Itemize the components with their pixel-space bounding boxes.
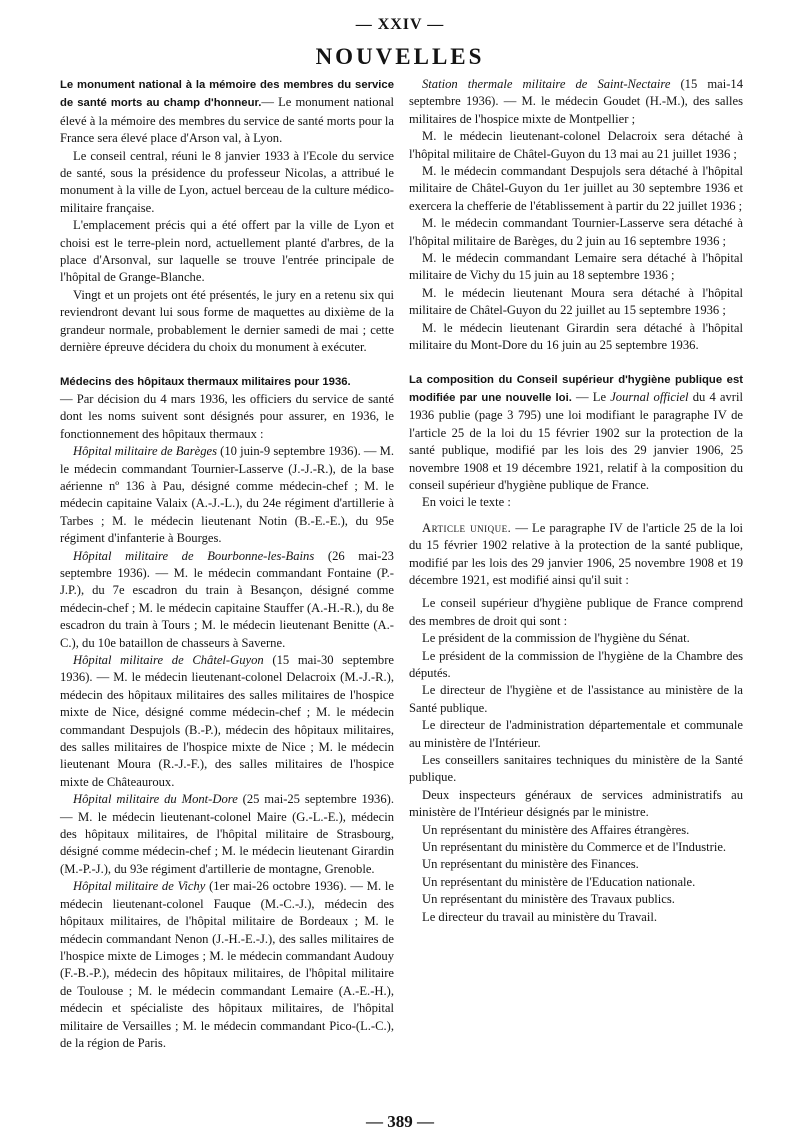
detachment-entry: M. le médecin commandant Tournier-Lasserve sera détaché à l'hôpital militaire de Barèges, du 2 juin au 16 septembre 1936 ;: [409, 216, 743, 248]
hospital-name: Hôpital militaire de Châtel-Guyon: [73, 653, 264, 667]
member-entry: Le conseil supérieur d'hygiène publique de France comprend des membres de droit qui sont :: [409, 596, 743, 628]
article-monument-title: Le monument national à la mémoire des membres du service de santé morts au champ d'honneur.: [60, 79, 394, 110]
detachment-entry: M. le médecin commandant Despujols sera détaché à l'hôpital militaire de Châtel-Guyon du 1er juillet au 30 septembre 1936 et exercera la chefferie de l'établissement à partir du 22 juillet 1936 ;: [409, 164, 743, 213]
detachment-entry: M. le médecin commandant Lemaire sera détaché à l'hôpital militaire de Vichy du 15 juin au 18 septembre 1936 ;: [409, 251, 743, 283]
article-thermaux-lead: Médecins des hôpitaux thermaux militaires pour 1936. — Par décision du 4 mars 1936, les officiers du service de santé dont les noms suivent sont désignés pour assurer, en 1936, le fonctionnement des hôpitaux thermaux :: [60, 375, 394, 441]
article-monument-paragraph: Le conseil central, réuni le 8 janvier 1933 à l'Ecole du service de santé, sous la présidence du professeur Nicolas, a attribué le monument à la ville de Lyon, actuel berceau de la culture médico-militaire française.: [60, 148, 394, 215]
left-column: [60, 76, 394, 1052]
right-column: [409, 76, 743, 926]
hospital-name: Hôpital militaire de Bourbonne-les-Bains: [73, 548, 315, 563]
running-head: — XXIV —: [355, 16, 445, 33]
member-entry: Le directeur du travail au ministère du Travail.: [422, 909, 658, 924]
article-conseil-lead: La composition du Conseil supérieur d'hygiène publique est modifiée par une nouvelle loi. — Le Journal officiel du 4 avril 1936 publie (page 3 795) une loi modifiant le paragraphe IV de l'article 25 de la loi du 15 février 1902 sur la protection de la santé publique, modifié par les lois des 29 janvier 1906, 25 novembre 1908 et 19 décembre 1921, relatif à la composition du conseil supérieur d'hygiène publique de France.: [409, 373, 743, 492]
member-entry: Un représentant du ministère des Travaux publics.: [422, 892, 675, 907]
article-monument-paragraph: Vingt et un projets ont été présentés, le jury en a retenu six qui reviendront devant lui sous forme de maquettes au dixième de la grandeur normale, probablement le dernier samedi de mai ; cette dernière épreuve décidera du choix du monument à exécuter.: [60, 287, 394, 355]
member-entry: Le président de la commission de l'hygiène du Sénat.: [422, 631, 690, 646]
hospital-entry: Hôpital militaire de Bourbonne-les-Bains (26 mai-23 septembre 1936). — M. le médecin commandant Fontaine (P.-J.P.), du 7e escadron du train à Besançon, désigné comme médecin-chef ; M. le médecin capitaine Stauffer (A.-H.-R.), du 8e escadron du train à Tours ; M. le médecin lieutenant Benitte (A.-C.), du 10e bataillon de chasseurs à Saverne.: [60, 548, 394, 650]
page-number: — 389 —: [366, 1112, 434, 1131]
member-entry: Un représentant du ministère de l'Education nationale.: [422, 874, 696, 889]
article-conseil-paragraph: En voici le texte :: [422, 495, 511, 510]
article-unique: Article unique. — Le paragraphe IV de l'article 25 de la loi du 15 février 1902 relative à la protection de la santé publique, modifié par les lois des 29 janvier 1906, 25 novembre 1908 et 19 décembre 1921, est modifié ainsi qu'il suit :: [409, 520, 743, 587]
hospital-name: Hôpital militaire de Barèges: [73, 444, 217, 459]
detachment-entry: M. le médecin lieutenant-colonel Delacroix sera détaché à l'hôpital militaire de Châtel-Guyon du 13 mai au 21 juillet 1936 ;: [409, 129, 743, 161]
detachment-entry: M. le médecin lieutenant Girardin sera détaché à l'hôpital militaire du Mont-Dore du 16 juin au 25 septembre 1936.: [409, 320, 743, 353]
member-entry: Le directeur de l'administration départementale et communale au ministère de l'Intérieur.: [409, 718, 743, 750]
member-entry: Un représentant du ministère des Finances.: [422, 857, 639, 872]
hospital-name: Hôpital militaire de Vichy: [73, 879, 206, 894]
hospital-entry: Hôpital militaire du Mont-Dore (25 mai-25 septembre 1936). — M. le médecin lieutenant-colonel Maire (G.-L.-E.), médecin des hôpitaux militaires, de l'hôpital militaire de Strasbourg, désigné comme médecin-chef ; M. le médecin lieutenant Girardin (M.-P.-J.), du 93e régiment d'artillerie de montagne, Grenoble.: [60, 792, 394, 876]
member-entry: Un représentant du ministère des Affaires étrangères.: [422, 822, 690, 837]
member-entry: Un représentant du ministère du Commerce et de l'Industrie.: [422, 840, 727, 855]
hospital-entry: Hôpital militaire de Barèges (10 juin-9 septembre 1936). — M. le médecin commandant Tournier-Lasserve (J.-J.-R.), de la base aérienne nº 136 à Pau, désigné comme médecin-chef ; M. le médecin capitaine Valaix (A.-J.-L.), du 24e régiment d'artillerie à Tarbes ; M. le médecin lieutenant Notin (B.-E.-E.), du 95e régiment d'infanterie à Bourges.: [60, 444, 394, 546]
article-thermaux-title: Médecins des hôpitaux thermaux militaires pour 1936.: [60, 375, 351, 388]
article-conseil-title: La composition du Conseil supérieur d'hygiène publique est modifiée par une nouvelle loi.: [409, 373, 743, 404]
hospital-name: Station thermale militaire de Saint-Nectaire: [422, 77, 671, 91]
member-entry: Les conseillers sanitaires techniques du ministère de la Santé publique.: [409, 753, 743, 785]
member-entry: Deux inspecteurs généraux de services administratifs au ministère de l'Intérieur désignés par le ministre.: [409, 787, 743, 820]
article-monument-lead: Le monument national à la mémoire des membres du service de santé morts au champ d'honneur.— Le monument national élevé à la mémoire des membres du service de santé morts pour la France sera élevé place d'Arson val, à Lyon.: [60, 79, 394, 146]
detachment-entry: M. le médecin lieutenant Moura sera détaché à l'hôpital militaire de Châtel-Guyon du 22 juillet au 15 septembre 1936 ;: [409, 285, 743, 318]
hospital-name: Hôpital militaire du Mont-Dore: [73, 792, 238, 807]
hospital-entry: Station thermale militaire de Saint-Nectaire (15 mai-14 septembre 1936). — M. le médecin Goudet (H.-M.), des salles militaires de l'hospice mixte de Montpellier ;: [409, 77, 743, 126]
hospital-entry: Hôpital militaire de Châtel-Guyon (15 mai-30 septembre 1936). — M. le médecin lieutenant-colonel Delacroix (M.-J.-R.), médecin des hôpitaux militaires des salles militaires de l'hospice mixte de Nice, désigné comme médecin-chef ; M. le médecin commandant Despujols (B.-P.), médecin des hôpitaux militaires, des salles militaires de l'hospice mixte de Nice ; M. le médecin lieutenant Moura (R.-J.-F.), des salles militaires de l'hospice mixte de Châteauroux.: [60, 653, 394, 789]
member-entry: Le président de la commission de l'hygiène de la Chambre des députés.: [409, 648, 743, 680]
hospital-entry: Hôpital militaire de Vichy (1er mai-26 octobre 1936). — M. le médecin lieutenant-colonel Fauque (M.-C.-J.), médecin des hôpitaux militaires, de l'hôpital militaire de Bordeaux ; M. le médecin commandant Nenon (J.-H.-E.-J.), des salles militaires de l'hospice mixte de Limoges ; M. le médecin commandant Audouy (F.-B.-P.), médecin des hôpitaux militaires, de l'hôpital militaire de Toulouse ; M. le médecin commandant Lemaire (A.-E.-H.), médecin et spécialiste des hôpitaux militaires, de l'hôpital militaire de Versailles ; M. le médecin commandant Pico-(L.-C.), de la région de Paris.: [60, 879, 394, 1050]
article-monument-paragraph: L'emplacement précis qui a été offert par la ville de Lyon et choisi est le terre-plein nord, actuellement planté d'arbres, de la place d'Arsonval, sur laquelle se trouve l'entrée principale de l'hôpital de Grange-Blanche.: [60, 218, 394, 285]
page-title: NOUVELLES: [315, 44, 485, 69]
article-separator: [60, 357, 394, 373]
member-entry: Le directeur de l'hygiène et de l'assistance au ministère de la Santé publique.: [409, 683, 743, 715]
article-unique-label: Article unique.: [422, 520, 512, 535]
article-separator: [409, 512, 743, 520]
article-separator: [409, 355, 743, 371]
journal-officiel-reference: Journal officiel: [610, 389, 689, 404]
